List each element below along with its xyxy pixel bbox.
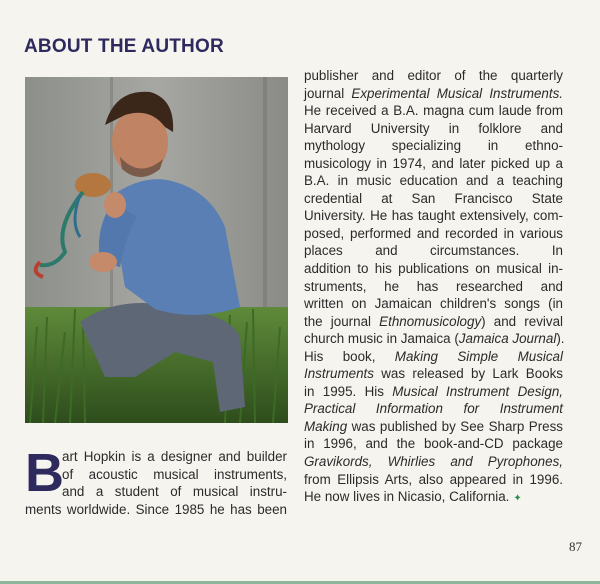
- text-line: [304, 295, 563, 313]
- italic-text: Experimental Musical Instruments.: [351, 85, 564, 101]
- text-line: [304, 207, 563, 225]
- text-line: [304, 102, 563, 120]
- text-segment: publisher and editor of the quarterly: [304, 68, 563, 83]
- text-line: [304, 313, 563, 331]
- text-line: [304, 67, 563, 85]
- text-line: [304, 85, 563, 103]
- text-line: [304, 400, 563, 418]
- text-segment: mythology specializing in ethno-: [304, 138, 563, 154]
- text-segment: written on Jamaican children's songs (in: [304, 296, 563, 312]
- text-segment: ).: [556, 331, 565, 347]
- author-photo: [25, 77, 288, 423]
- text-line: [304, 137, 563, 155]
- italic-text: Jamaica Journal: [458, 331, 557, 347]
- italic-text: Gravikords, Whirlies and Pyrophones,: [304, 454, 563, 470]
- text-segment: musicology in 1974, and later picked up a: [304, 155, 563, 171]
- text-line: [304, 488, 563, 506]
- text-line: [304, 418, 563, 436]
- text-segment: addition to his publications on musical in-: [304, 261, 563, 277]
- text-segment: He received a B.A. magna cum laude from: [304, 103, 563, 119]
- text-segment: journal: [304, 85, 352, 101]
- text-segment: struments, he has researched and: [304, 278, 563, 294]
- text-segment: ) and revival: [481, 313, 563, 329]
- text-segment: posed, performed and recorded in various: [304, 225, 563, 241]
- text-line: [304, 330, 563, 348]
- italic-text: Instruments: [304, 366, 374, 382]
- text-segment: University. He has taught extensively, com-: [304, 208, 563, 224]
- text-segment: Harvard University in folklore and: [304, 120, 563, 136]
- text-line: art Hopkin is a designer and builder: [62, 449, 287, 464]
- text-line: [304, 383, 563, 401]
- end-mark-icon: ✦: [513, 493, 522, 505]
- text-line: [304, 242, 563, 260]
- text-segment: B.A. in music education and a teaching: [304, 173, 563, 189]
- right-column: [304, 67, 563, 506]
- text-segment: His book,: [304, 348, 395, 364]
- left-column: [25, 448, 287, 518]
- text-line: [304, 453, 563, 471]
- italic-text: Practical Information for Instrument: [304, 401, 563, 417]
- text-line: ments worldwide. Since 1985 he has been: [25, 501, 287, 517]
- italic-text: Making Simple Musical: [394, 348, 563, 364]
- italic-text: Making: [304, 418, 348, 434]
- text-line: [304, 190, 563, 208]
- section-heading: ABOUT THE AUTHOR: [24, 36, 224, 57]
- text-segment: credential at San Francisco State: [304, 190, 563, 206]
- text-line: [304, 365, 563, 383]
- text-segment: from Ellipsis Arts, also appeared in 1996.: [304, 471, 563, 487]
- text-segment: was published by See Sharp Press: [347, 418, 563, 434]
- text-line: [304, 260, 563, 278]
- text-line: [304, 155, 563, 173]
- text-segment: in 1996, and the book-and-CD package: [304, 436, 563, 452]
- text-segment: in 1995. His: [304, 383, 393, 399]
- text-line: [304, 348, 563, 366]
- drop-cap: B: [25, 443, 64, 503]
- italic-text: Musical Instrument Design,: [392, 383, 563, 399]
- text-segment: was released by Lark Books: [373, 366, 563, 382]
- text-segment: church music in Jamaica (: [304, 331, 459, 347]
- text-segment: places and circumstances. In: [304, 243, 563, 259]
- text-line: [304, 471, 563, 489]
- text-line: [304, 225, 563, 243]
- italic-text: Ethnomusicology: [379, 313, 482, 329]
- text-segment: He now lives in Nicasio, California.: [304, 489, 510, 505]
- text-line: [304, 278, 563, 296]
- text-segment: the journal: [304, 313, 380, 329]
- text-line: and a student of musical instru-: [62, 484, 287, 500]
- text-line: [304, 435, 563, 453]
- text-line: [304, 172, 563, 190]
- text-line: [304, 120, 563, 138]
- page-number: 87: [569, 539, 582, 554]
- text-line: of acoustic musical instruments,: [62, 466, 287, 482]
